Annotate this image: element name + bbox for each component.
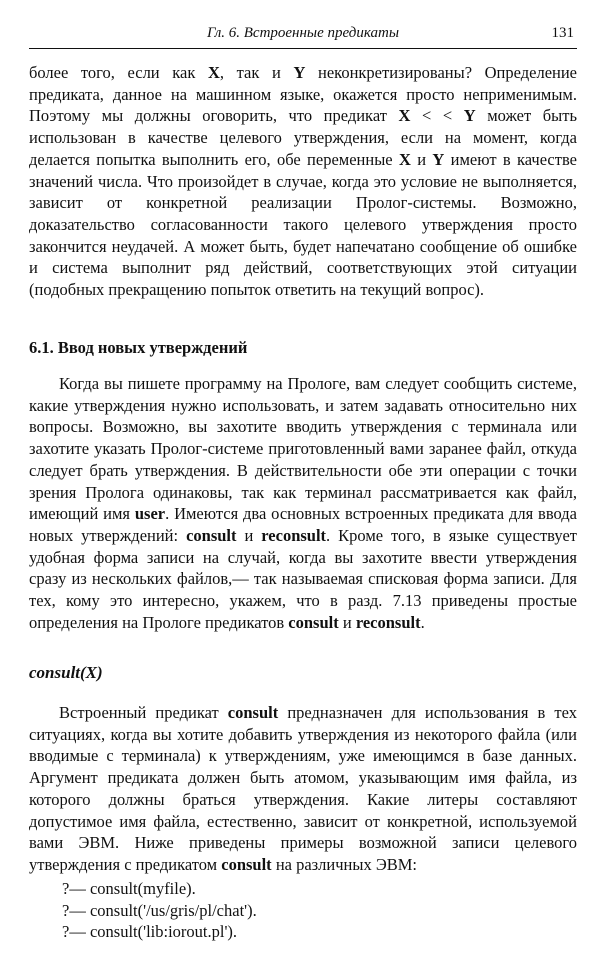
operator-less-less: < < — [410, 106, 464, 126]
text-run: . Кроме того, в языке существует удобная форма записи на случай, когда вы захотите ввести утверждения сразу из нескольких файлов,— так называемая списковая форма записи. Для тех, кому это интересно, укажем, что в разд. 7.13 приведены простые определения на Прологе предикатов — [29, 525, 577, 632]
variable-x: X — [207, 63, 220, 82]
intro-paragraph — [29, 62, 577, 301]
keyword-consult: consult — [288, 612, 339, 632]
consult-paragraph — [29, 702, 577, 876]
code-example-line: ?— consult('lib:iorout.pl'). — [62, 922, 238, 941]
text-run: . Имеются два основных встроенных предиката для ввода новых утверждений: — [29, 504, 577, 545]
section-heading: 6.1. Ввод новых утверждений — [29, 338, 248, 357]
running-title: Гл. 6. Встроенные предикаты — [206, 25, 400, 41]
variable-x: X — [398, 149, 411, 169]
text-run: . — [420, 612, 425, 632]
header-rule — [29, 48, 577, 49]
text-run: и — [338, 612, 356, 632]
text-run: может быть использован в качестве целевого утверждения, если на момент, когда делается попытка выполнить его, обе переменные — [29, 106, 577, 169]
keyword-user: user — [134, 504, 166, 524]
text-run: более того, если как — [29, 63, 208, 82]
running-head — [29, 24, 577, 42]
code-examples — [62, 878, 562, 943]
text-run: имеют в качестве значений числа. Что произойдет в случае, когда это условие не выполняется, зависит от конкретной реализации Пролог-системы. Возможно, доказательство согласованности такого целевого утверждения просто закончится неудачей. А может быть, будет напечатано сообщение об ошибке и система выполнит ряд действий, соответствующих этой ситуации (подобных прекращению попыток ответить на текущий вопрос). — [29, 149, 577, 300]
text-run: на различных ЭВМ: — [271, 854, 417, 874]
variable-y: Y — [293, 63, 306, 82]
keyword-reconsult: reconsult — [261, 525, 327, 545]
text-run: Когда вы пишете программу на Прологе, вам следует сообщить системе, какие утверждения нужно использовать, и затем задавать относительно них вопросы. Возможно, вы захотите вводить утверждения с терминала или захотите указать Пролог-системе приготовленный вами заранее файл, откуда следует брать утверждения. В действительности обе эти операции с точки зрения Пролога одинаковы, так как терминал рассматривается как файл, имеющий имя — [29, 374, 577, 524]
text-run: , так и — [219, 63, 294, 82]
code-example-line: ?— consult('/us/gris/pl/chat'). — [62, 900, 257, 920]
section-paragraph — [29, 373, 577, 633]
text-run: Встроенный предикат — [59, 703, 228, 722]
keyword-consult: consult — [221, 854, 272, 874]
variable-y: Y — [463, 106, 476, 126]
keyword-consult: consult — [186, 525, 237, 545]
keyword-reconsult: reconsult — [355, 612, 421, 632]
text-run: предназначен для использования в тех ситуациях, когда вы хотите добавить утверждения из некоторого файла (или вводимые с терминала) к утверждениям, уже имеющимся в базе данных. Аргумент предиката должен быть атомом, указывающим имя файла, из которого должны браться утверждения. Какие литеры составляют допустимое имя файла, естественно, зависит от конкретной, используемой вами ЭВМ. Ниже приведены примеры возможной записи целевого утверждения с предикатом — [29, 703, 577, 874]
text-run: и — [410, 149, 433, 169]
predicate-heading: consult(X) — [29, 663, 103, 682]
variable-x: X — [398, 106, 411, 126]
keyword-consult: consult — [227, 703, 279, 722]
variable-y: Y — [432, 149, 445, 169]
code-example-line: ?— consult(myfile). — [62, 879, 196, 898]
page-number: 131 — [551, 25, 574, 41]
text-run: неконкретизированы? Определение предиката, данное на машинном языке, окажется просто неприменимым. Поэтому мы должны оговорить, что предикат — [29, 63, 578, 126]
text-run: и — [236, 525, 262, 545]
